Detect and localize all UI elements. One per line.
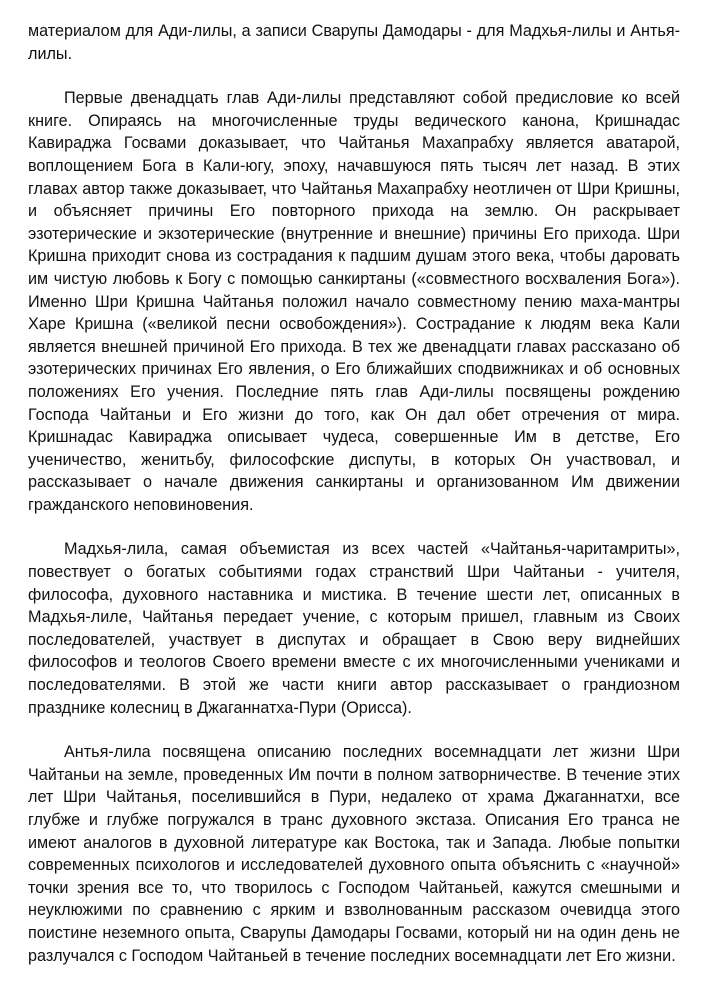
paragraph-madhya-lila: Мадхья-лила, самая объемистая из всех частей «Чайтанья-чаритамриты», повествует о богатых событиями годах странствий Шри Чайтаньи - учителя, философа, духовного наставника и мистика. В течение шести лет, описанных в Мадхья-лиле, Чайтанья передает учение, с которым пришел, главным из Своих последователей, участвует в диспутах и обращает в Свою веру виднейших философов и теологов Своего времени вместе с их многочисленными учениками и последователями. В этой же части книги автор рассказывает о грандиозном празднике колесниц в Джаганнатха-Пури (Орисса). bbox=[28, 540, 680, 717]
paragraph-continuation: материалом для Ади-лилы, а записи Сварупы Дамодары - для Мадхья-лилы и Антья-лилы. bbox=[28, 22, 680, 63]
paragraph-antya-lila: Антья-лила посвящена описанию последних восемнадцати лет жизни Шри Чайтаньи на земле, проведенных Им почти в полном затворничестве. В течение этих лет Шри Чайтанья, поселившийся в Пури, недалеко от храма Джаганнатхи, все глубже и глубже погружался в транс духовного экстаза. Описания Его транса не имеют аналогов в духовной литературе как Востока, так и Запада. Любые попытки современных психологов и исследователей духовного опыта объяснить с «научной» точки зрения все то, что творилось с Господом Чайтаньей, кажутся смешными и неуклюжими по сравнению с ярким и взволнованным рассказом очевидца этого поистине неземного опыта, Сварупы Дамодары Госвами, который ни на один день не разлучался с Господом Чайтаньей в течение последних восемнадцати лет Его жизни. bbox=[28, 743, 680, 965]
paragraph-adi-lila: Первые двенадцать глав Ади-лилы представляют собой предисловие ко всей книге. Опираясь на многочисленные труды ведического канона, Кришнадас Кавираджа Госвами доказывает, что Чайтанья Махапрабху является аватарой, воплощением Бога в Кали-югу, эпоху, начавшуюся пять тысяч лет назад. В этих главах автор также доказывает, что Чайтанья Махапрабху неотличен от Шри Кришны, и объясняет причины Его повторного прихода на землю. Он раскрывает эзотерические и экзотерические (внутренние и внешние) причины Его прихода. Шри Кришна приходит снова из сострадания к падшим душам этого века, чтобы даровать им чистую любовь к Богу с помощью санкиртаны («совместного восхваления Бога»). Именно Шри Кришна Чайтанья положил начало совместному пению маха-мантры Харе Кришна («великой песни освобождения»). Сострадание к людям века Кали является внешней причиной Его прихода. В тех же двенадцати главах рассказано об эзотерических причинах Его явления, о Его ближайших сподвижниках и об основных положениях Его учения. Последние пять глав Ади-лилы посвящены рождению Господа Чайтаньи и Его жизни до того, как Он дал обет отречения от мира. Кришнадас Кавираджа описывает чудеса, совершенные Им в детстве, Его ученичество, женитьбу, философские диспуты, в которых Он участвовал, и рассказывает о начале движения санкиртаны и организованном Им движении гражданского неповиновения. bbox=[28, 89, 680, 514]
document-page bbox=[28, 20, 680, 967]
